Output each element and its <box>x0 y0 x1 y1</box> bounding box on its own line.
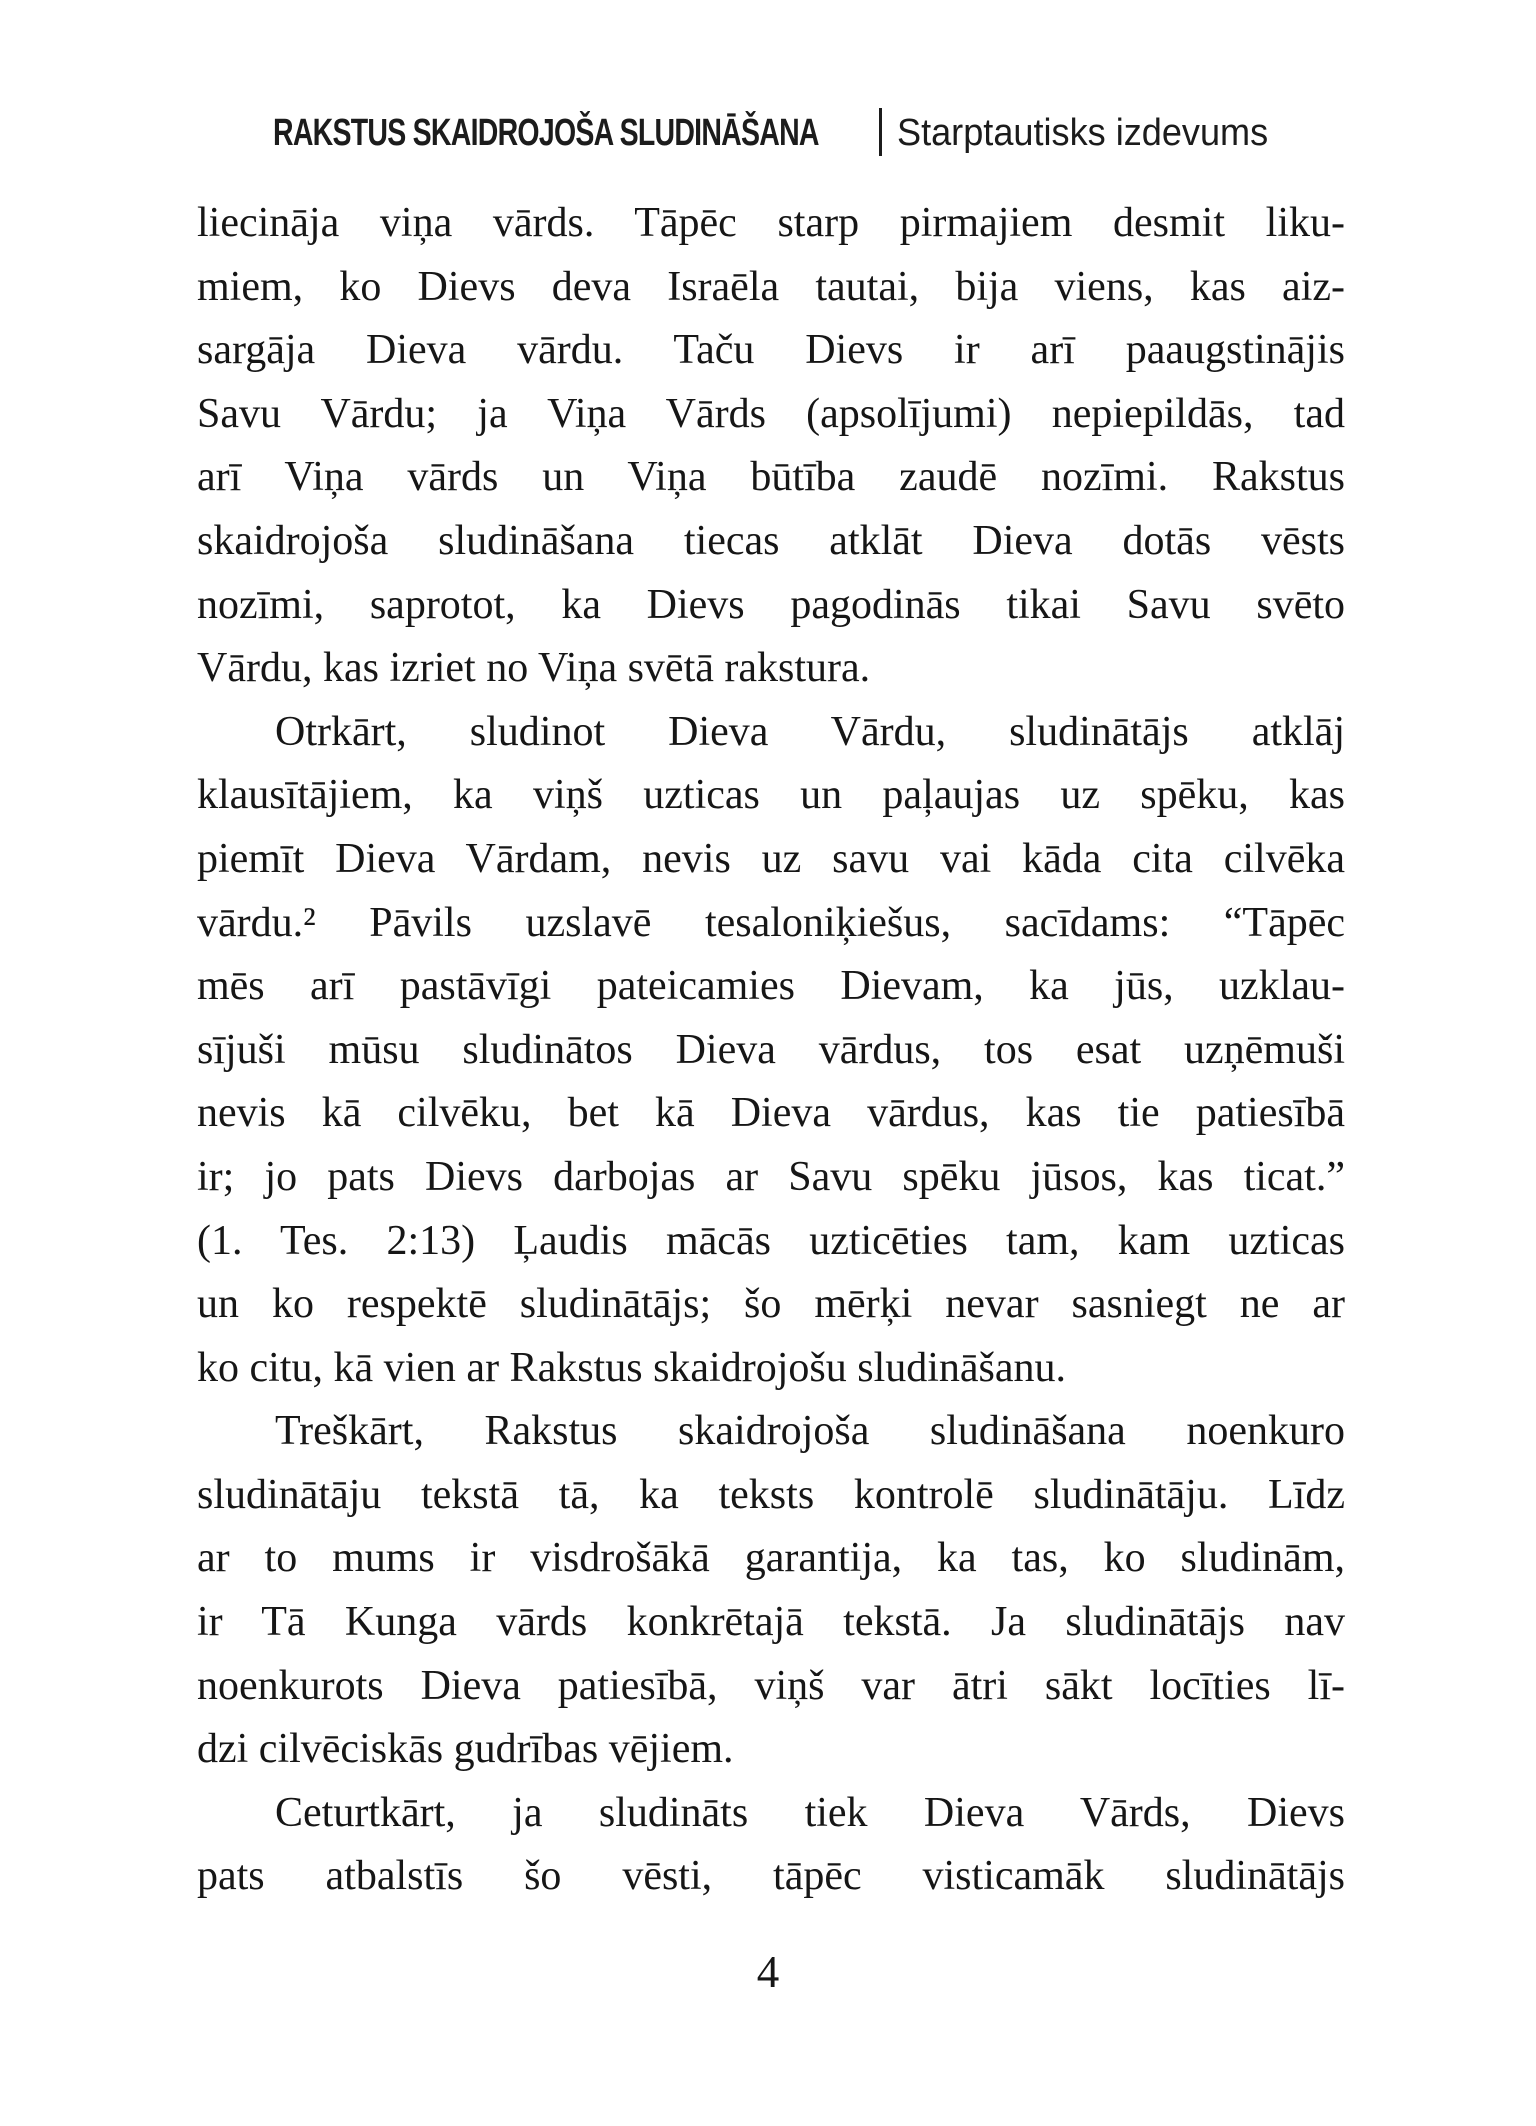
text-line: liecināja viņa vārds. Tāpēc starp pirmajiem desmit liku- <box>197 200 1345 246</box>
text-line: sludinātāju tekstā tā, ka teksts kontrolē sludinātāju. Līdz <box>197 1471 1345 1518</box>
text-line: dzi cilvēciskās gudrības vējiem. <box>197 1726 734 1773</box>
text-line: piemīt Dieva Vārdam, nevis uz savu vai kāda cita cilvēka <box>197 835 1345 882</box>
text-line: Ceturtkārt, ja sludināts tiek Dieva Vārds, Dievs <box>275 1789 1345 1836</box>
text-line: Vārdu, kas izriet no Viņa svētā rakstura. <box>197 645 871 692</box>
running-header <box>0 108 1536 158</box>
text-line: arī Viņa vārds un Viņa būtība zaudē nozīmi. Rakstus <box>197 454 1345 501</box>
text-line: nevis kā cilvēku, bet kā Dieva vārdus, kas tie patiesībā <box>197 1090 1345 1137</box>
text-line: miem, ko Dievs deva Israēla tautai, bija viens, kas aiz- <box>197 263 1345 310</box>
body-text <box>197 192 1345 1909</box>
header-edition-label: Starptautisks izdevums <box>897 112 1269 154</box>
text-line: vārdu.² Pāvils uzslavē tesaloniķiešus, sacīdams: “Tāpēc <box>197 899 1345 946</box>
text-line: ir Tā Kunga vārds konkrētajā tekstā. Ja sludinātājs nav <box>197 1599 1345 1646</box>
text-line: klausītājiem, ka viņš uzticas un paļaujas uz spēku, kas <box>197 772 1345 819</box>
text-line: sījuši mūsu sludinātos Dieva vārdus, tos esat uzņēmuši <box>197 1026 1345 1073</box>
text-line: (1. Tes. 2:13) Ļaudis mācās uzticēties tam, kam uzticas <box>197 1217 1345 1264</box>
text-line: Savu Vārdu; ja Viņa Vārds (apsolījumi) nepiepildās, tad <box>197 390 1345 437</box>
text-line: nozīmi, saprotot, ka Dievs pagodinās tikai Savu svēto <box>197 581 1345 628</box>
text-line: ir; jo pats Dievs darbojas ar Savu spēku jūsos, kas ticat.” <box>197 1153 1345 1200</box>
text-line: Otrkārt, sludinot Dieva Vārdu, sludinātājs atklāj <box>275 708 1345 755</box>
text-line: mēs arī pastāvīgi pateicamies Dievam, ka jūs, uzklau- <box>197 963 1345 1010</box>
text-line: un ko respektē sludinātājs; šo mērķi nevar sasniegt ne ar <box>197 1281 1345 1328</box>
text-line: ko citu, kā vien ar Rakstus skaidrojošu sludināšanu. <box>197 1344 1067 1391</box>
text-line: skaidrojoša sludināšana tiecas atklāt Dieva dotās vēsts <box>197 517 1345 564</box>
text-line: sargāja Dieva vārdu. Taču Dievs ir arī paaugstinājis <box>197 327 1345 374</box>
text-line: noenkurots Dieva patiesībā, viņš var ātri sākt locīties lī- <box>197 1662 1345 1709</box>
page-number: 4 <box>756 1947 780 1997</box>
text-line: ar to mums ir visdrošākā garantija, ka tas, ko sludinām, <box>197 1535 1345 1582</box>
text-line: pats atbalstīs šo vēsti, tāpēc visticamāk sludinātājs <box>197 1853 1345 1900</box>
text-line: Treškārt, Rakstus skaidrojoša sludināšana noenkuro <box>275 1408 1345 1455</box>
header-book-title: RAKSTUS SKAIDROJOŠA SLUDINĀŠANA <box>273 112 819 154</box>
header-separator-bar <box>879 108 882 156</box>
